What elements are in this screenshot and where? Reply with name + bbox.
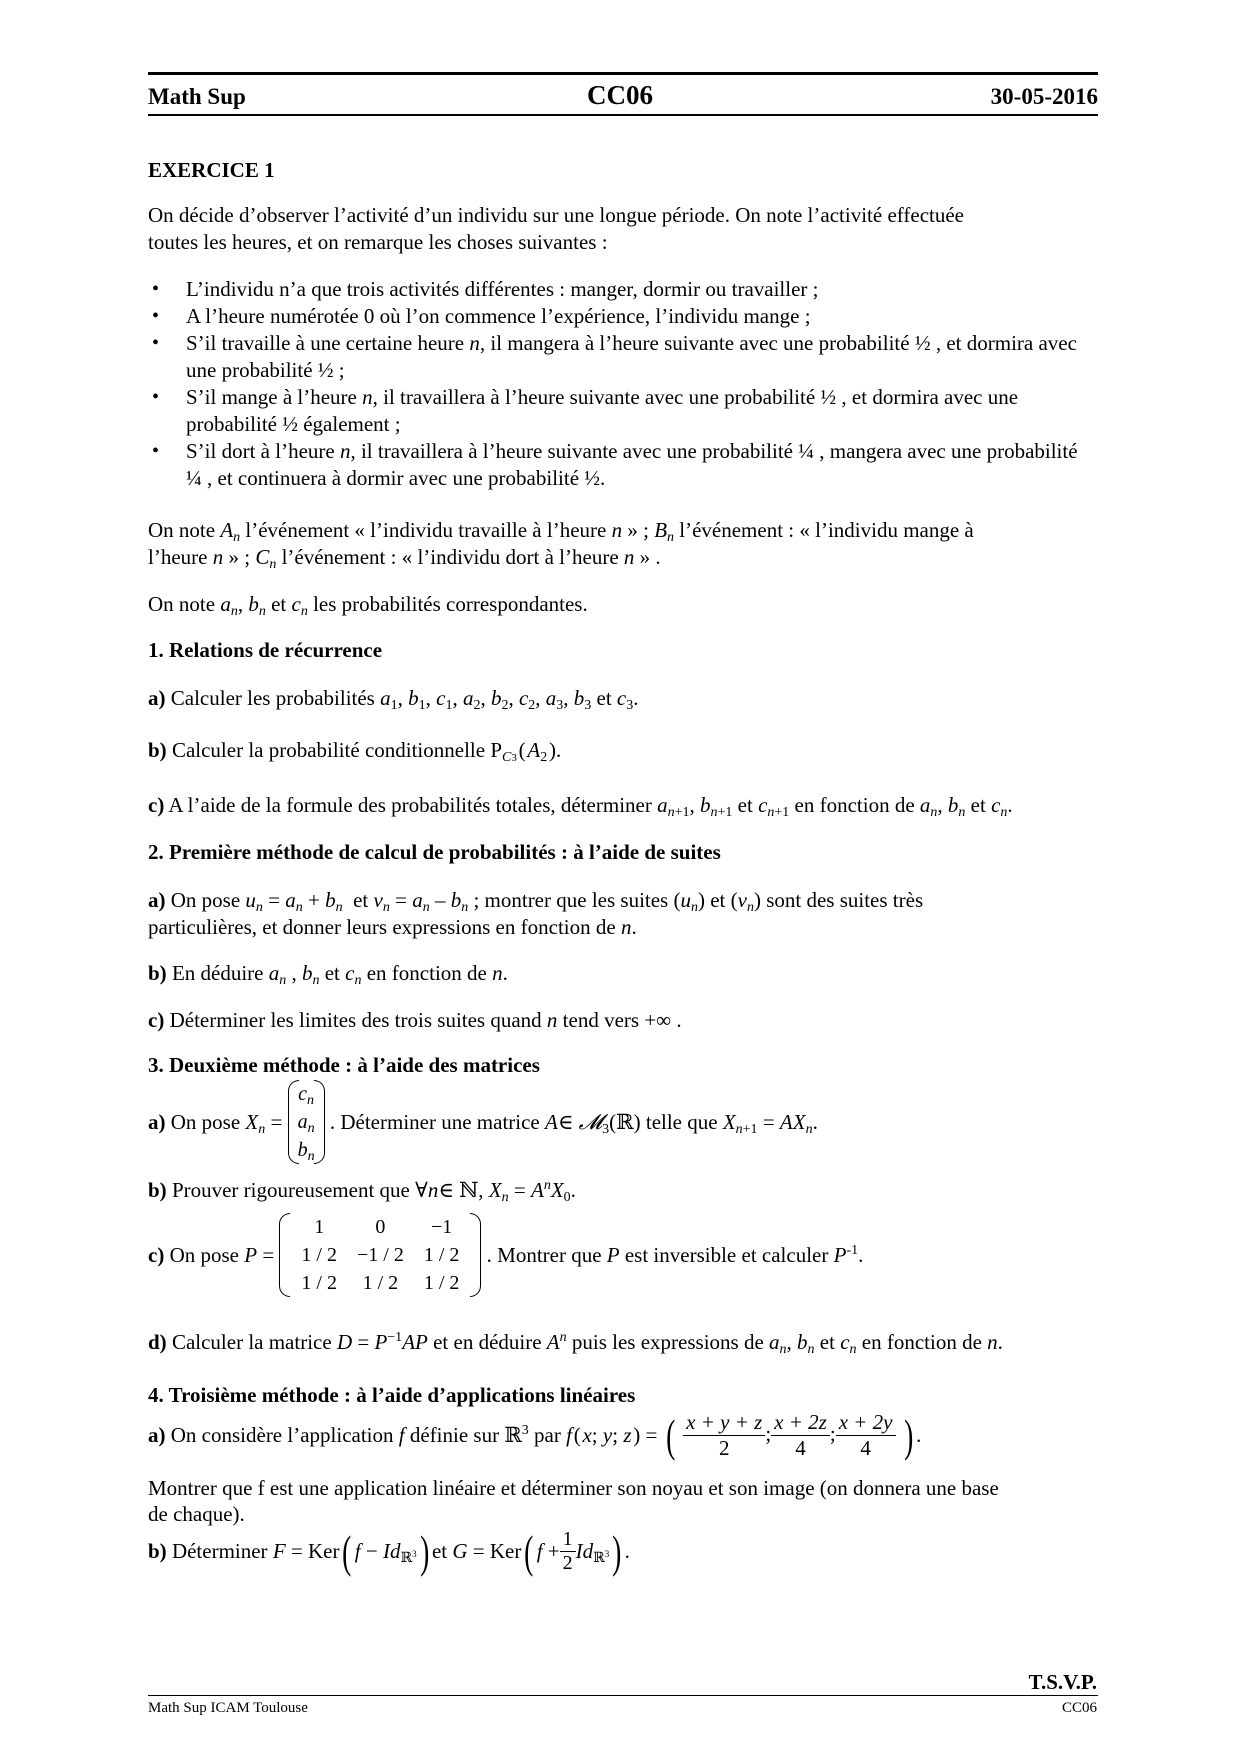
question-1c: c) A l’aide de la formule des probabilités totales, déterminer $a_{n+1}$, $b_{n+1}$ et $c_{n+1}$ en fonction de $a_n$, $b_n$ et $c_n$.	[148, 793, 1013, 820]
question-4b: b) Déterminer F = Ker( $f - Id_{ℝ^3})et$ G = Ker( f + $\frac{1}{2}$ $Id_{ℝ^3}$) .	[148, 1525, 630, 1577]
header-bottom-rule	[148, 114, 1098, 116]
intro-line-1: On décide d’observer l’activité d’un individu sur une longue période. On note l’activité effectuée	[148, 203, 964, 227]
footer-rule	[148, 1695, 1098, 1696]
section-4-title: 4. Troisième méthode : à l’aide d’applications linéaires	[148, 1383, 636, 1407]
section-1-title: 1. Relations de récurrence	[148, 638, 383, 662]
question-2b: b) En déduire $a_n$ , $b_n$ et $c_n$ en fonction de n.	[148, 961, 508, 988]
header-center: CC06	[587, 80, 653, 110]
header-top-rule	[148, 72, 1098, 75]
list-item: • L’individu n’a que trois activités différentes : manger, dormir ou travailler ;	[148, 276, 1088, 303]
matrix-P: 1 0 −1 1 / 2 −1 / 2 1 / 2 1 / 2 1 / 2 1 / 2	[279, 1213, 481, 1297]
list-item: • S’il travaille à une certaine heure n, il mangera à l’heure suivante avec une probabilité ½ , et dormira avec une probabilité ½ ;	[148, 330, 1088, 384]
question-4a-line-3: de chaque).	[148, 1502, 245, 1526]
question-2a-line-2: particulières, et donner leurs expressions en fonction de n.	[148, 915, 637, 939]
notation-line-2: l’heure n » ; $C_n$ l’événement : « l’individu dort à l’heure n » .	[148, 545, 661, 572]
question-1b: b) Calculer la probabilité conditionnelle $P_{C3}$ ( $A_2$ ).	[148, 738, 562, 765]
question-4a: a) On considère l’application f définie sur ℝ$^3$ par f ( x; y; z ) = ( $\frac{x + y + z}{2}$ ; $\frac{x + 2z}{4}$ ; $\frac{x + 2y}{4}$ ) .	[148, 1409, 922, 1461]
notation-line-1: On note $A_n$ l’événement « l’individu travaille à l’heure n » ; $B_n$ l’événement : « l’individu mange à	[148, 518, 974, 545]
question-2c: c) Déterminer les limites des trois suites quand n tend vers +∞ .	[148, 1008, 682, 1032]
rules-list	[148, 276, 1088, 492]
notation-probabilities: On note $a_n$, $b_n$ et $c_n$ les probabilités correspondantes.	[148, 592, 588, 619]
question-4a-line-2: Montrer que f est une application linéaire et déterminer son noyau et son image (on donnera une base	[148, 1476, 999, 1500]
list-item: • S’il dort à l’heure n, il travaillera à l’heure suivante avec une probabilité ¼ , mangera avec une probabilité ¼ , et continuera à dormir avec une probabilité ½.	[148, 438, 1088, 492]
footer-left: Math Sup ICAM Toulouse	[148, 1700, 308, 1716]
tsvp-label: T.S.V.P.	[1028, 1670, 1097, 1694]
question-3a: a) On pose $X_n$ = $c_n$ $a_n$ $b_n$ . Déterminer une matrice A∈ 𝓜$_3$(ℝ) telle que $X_{n+1} = AX_n$.	[148, 1080, 818, 1164]
list-item: • A l’heure numérotée 0 où l’on commence l’expérience, l’individu mange ;	[148, 303, 1088, 330]
question-3d: d) Calculer la matrice $D = P^{-1}AP$ et en déduire $A^n$ puis les expressions de $a_n$, $b_n$ et $c_n$ en fonction de n.	[148, 1330, 1003, 1357]
footer-right: CC06	[1061, 1700, 1097, 1716]
question-3c: c) On pose P = 1 0 −1 1 / 2 −1 / 2 1 / 2 1 / 2 1 / 2 1 / 2 . Montrer que P est inversible et calculer $P^{-1}$.	[148, 1213, 863, 1297]
section-2-title: 2. Première méthode de calcul de probabilités : à l’aide de suites	[148, 840, 721, 864]
question-2a: a) On pose $u_n = a_n + b_n$ et $v_n = a_n - b_n$ ; montrer que les suites $(u_n)$ et $(v_n)$ sont des suites très	[148, 888, 924, 915]
vector-Xn: $c_n$ $a_n$ $b_n$	[288, 1080, 325, 1164]
list-item: • S’il mange à l’heure n, il travaillera à l’heure suivante avec une probabilité ½ , et dormira avec une probabilité ½ également ;	[148, 384, 1088, 438]
intro-line-2: toutes les heures, et on remarque les choses suivantes :	[148, 230, 608, 254]
section-3-title: 3. Deuxième méthode : à l’aide des matrices	[148, 1053, 540, 1077]
header-right: 30-05-2016	[990, 84, 1098, 109]
question-1a: a) Calculer les probabilités $a_1$, $b_1$, $c_1$, $a_2$, $b_2$, $c_2$, $a_3$, $b_3$ et $c_3$.	[148, 686, 639, 713]
question-3b: b) Prouver rigoureusement que ∀n∈ ℕ, $X_n = A^nX_0$.	[148, 1178, 576, 1205]
header-left: Math Sup	[148, 84, 246, 109]
exercise-title: EXERCICE 1	[148, 158, 275, 182]
